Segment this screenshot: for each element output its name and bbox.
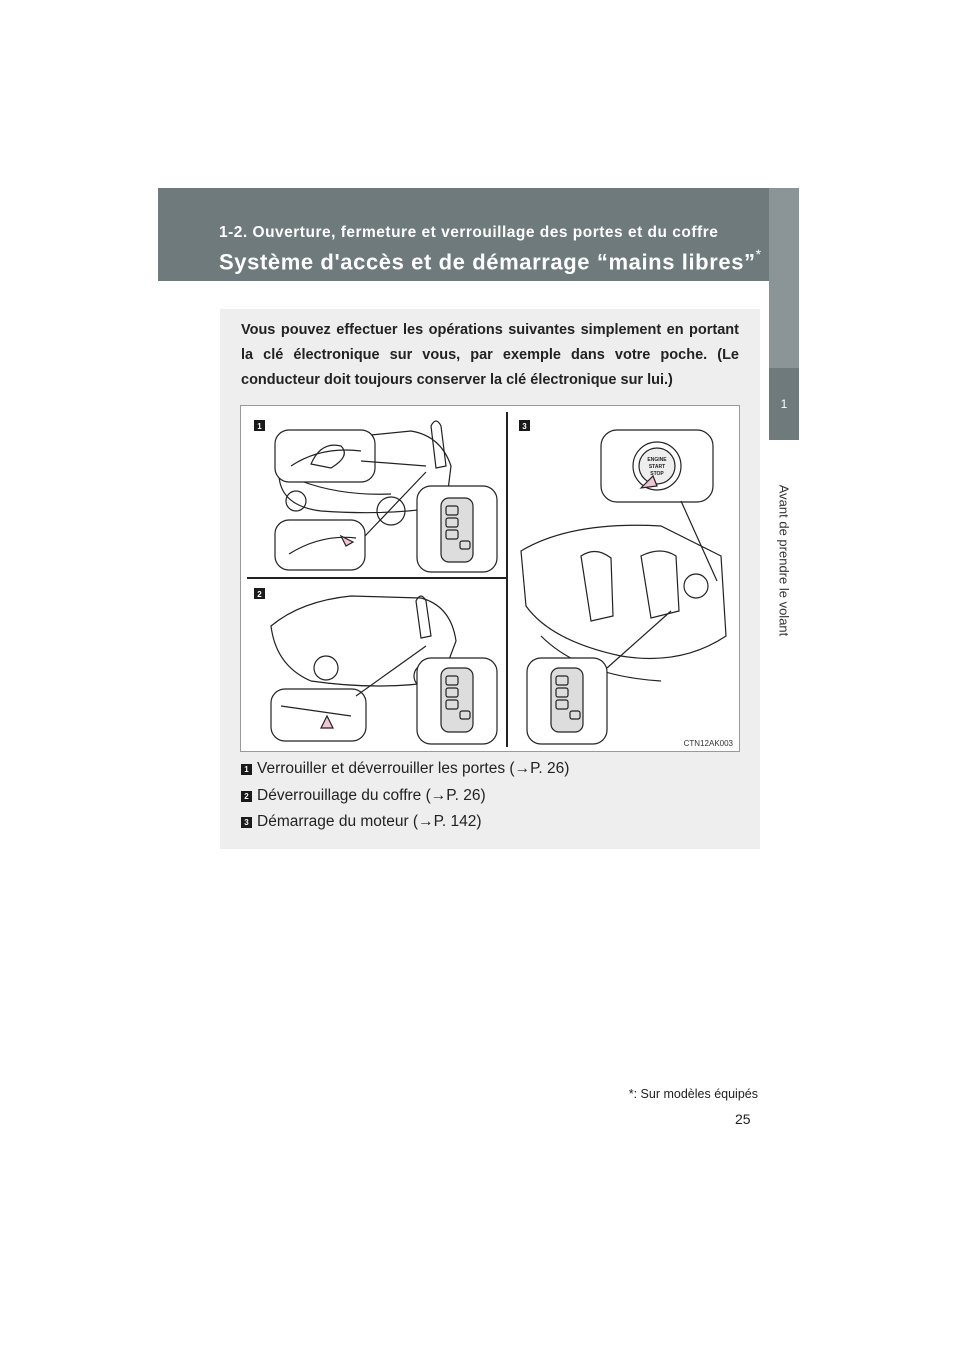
callout-line xyxy=(607,611,671,668)
callout-line xyxy=(681,501,717,581)
illustration xyxy=(240,405,740,752)
figure-code: CTN12AK003 xyxy=(683,739,733,748)
item-number-badge: 2 xyxy=(241,791,252,802)
start-button-text-engine: ENGINE xyxy=(647,457,667,463)
panel-label-2: 2 xyxy=(257,590,262,599)
start-button-text-stop: STOP xyxy=(650,471,664,477)
start-button-text-start: START xyxy=(648,464,666,470)
illustration-drawing xyxy=(241,406,740,752)
side-tab-band xyxy=(769,188,799,368)
chapter-number: 1 xyxy=(769,368,799,440)
list-item xyxy=(241,760,569,778)
intro-text: Vous pouvez effectuer les opérations suivantes simplement en portant la clé électronique sur vous, par exemple dans votre poche. (Le conducteur doit toujours conserver la clé électronique sur lui.) xyxy=(241,322,739,388)
list-item xyxy=(241,787,486,805)
door-handle-inset-top xyxy=(275,430,375,482)
page-title-text: Système d'accès et de démarrage “mains libres” xyxy=(219,249,756,275)
door-handle-inset-bottom xyxy=(275,520,365,570)
item-number-badge: 3 xyxy=(241,817,252,828)
panel-label-1: 1 xyxy=(257,422,262,431)
page-number: 25 xyxy=(735,1111,751,1127)
section-title: 1-2. Ouverture, fermeture et verrouillage des portes et du coffre xyxy=(219,224,719,241)
trunk-handle-inset xyxy=(271,689,366,741)
footnote: *: Sur modèles équipés xyxy=(628,1087,758,1101)
chapter-label-text: Avant de prendre le volant xyxy=(776,484,792,636)
item-text: Démarrage du moteur (→P. 142) xyxy=(257,813,482,830)
chapter-label xyxy=(769,440,799,680)
list-item xyxy=(241,813,482,831)
page-title xyxy=(219,248,762,275)
item-text: Verrouiller et déverrouiller les portes (→P. 26) xyxy=(257,760,570,777)
title-footnote-marker: * xyxy=(755,246,762,262)
item-text: Déverrouillage du coffre (→P. 26) xyxy=(257,787,486,804)
panel-label-3: 3 xyxy=(522,422,527,431)
item-number-badge: 1 xyxy=(241,764,252,775)
